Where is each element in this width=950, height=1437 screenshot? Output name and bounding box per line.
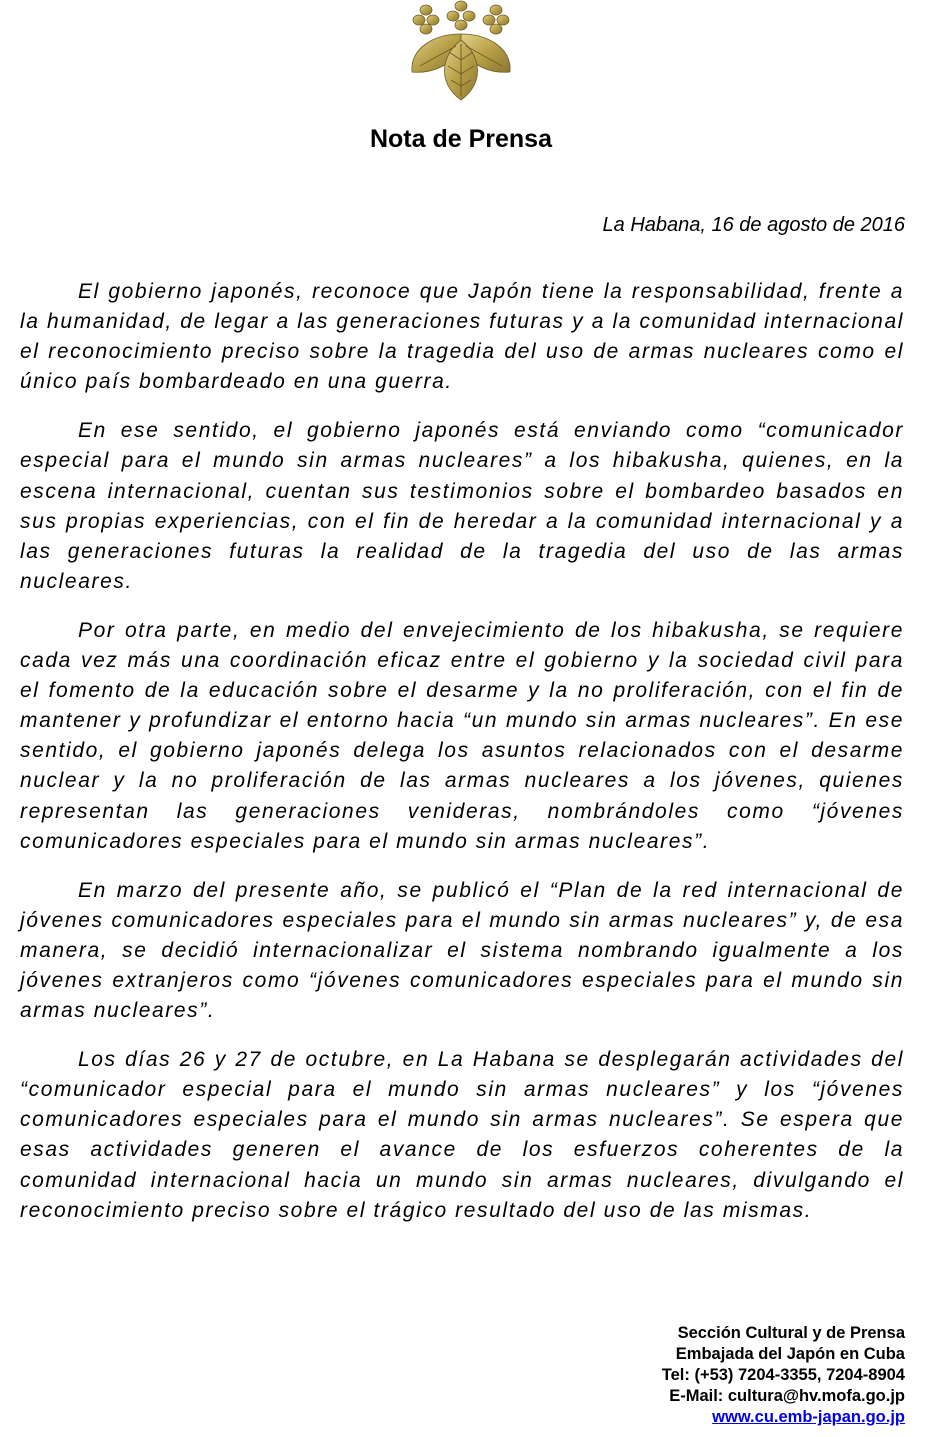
document-date: La Habana, 16 de agosto de 2016 [602, 214, 905, 236]
paulownia-crest-icon [404, 0, 518, 104]
paragraph: En marzo del presente año, se publicó el “Plan de la red internacional de jóvenes comunicadores especiales para el mundo sin armas nucleares” y, de esa manera, se decidió internacionalizar el sistema nombrando igualmente a los jóvenes extranjeros como “jóvenes comunicadores especiales para el mundo sin armas nucleares”. [20, 878, 904, 1023]
footer-tel: Tel: (+53) 7204-3355, 7204-8904 [661, 1366, 905, 1384]
website-link[interactable]: www.cu.emb-japan.go.jp [712, 1408, 905, 1426]
paragraph: Por otra parte, en medio del envejecimiento de los hibakusha, se requiere cada vez más una coordinación eficaz entre el gobierno y la sociedad civil para el fomento de la educación sobre el desarme y la no proliferación, con el fin de mantener y profundizar el entorno hacia “un mundo sin armas nucleares”. En ese sentido, el gobierno japonés delega los asuntos relacionados con el desarme nuclear y la no proliferación de las armas nucleares a los jóvenes, quienes representan las generaciones venideras, nombrándoles como “jóvenes comunicadores especiales para el mundo sin armas nucleares”. [20, 618, 904, 853]
document-body [20, 277, 904, 1245]
footer-section: Sección Cultural y de Prensa [677, 1324, 905, 1342]
paragraph: El gobierno japonés, reconoce que Japón tiene la responsabilidad, frente a la humanidad, de legar a las generaciones futuras y a la comunidad internacional el reconocimiento preciso sobre la tragedia del uso de armas nucleares como el único país bombardeado en una guerra. [20, 280, 904, 394]
paragraph: Los días 26 y 27 de octubre, en La Habana se desplegarán actividades del “comunicador especial para el mundo sin armas nucleares” y los “jóvenes comunicadores especiales para el mundo sin armas nucleares”. Se espera que esas actividades generen el avance de los esfuerzos coherentes de la comunidad internacional hacia un mundo sin armas nucleares, divulgando el reconocimiento preciso sobre el trágico resultado del uso de las mismas. [20, 1048, 904, 1222]
footer-email: E-Mail: cultura@hv.mofa.go.jp [669, 1387, 905, 1405]
page-title: Nota de Prensa [369, 125, 552, 153]
paragraph: En ese sentido, el gobierno japonés está enviando como “comunicador especial para el mundo sin armas nucleares” a los hibakusha, quienes, en la escena internacional, cuentan sus testimonios sobre el bombardeo basados en sus propias experiencias, con el fin de heredar a la comunidad internacional y a las generaciones futuras la realidad de la tragedia del uso de las armas nucleares. [20, 419, 904, 593]
contact-footer [662, 1323, 905, 1428]
footer-embassy: Embajada del Japón en Cuba [675, 1345, 905, 1363]
